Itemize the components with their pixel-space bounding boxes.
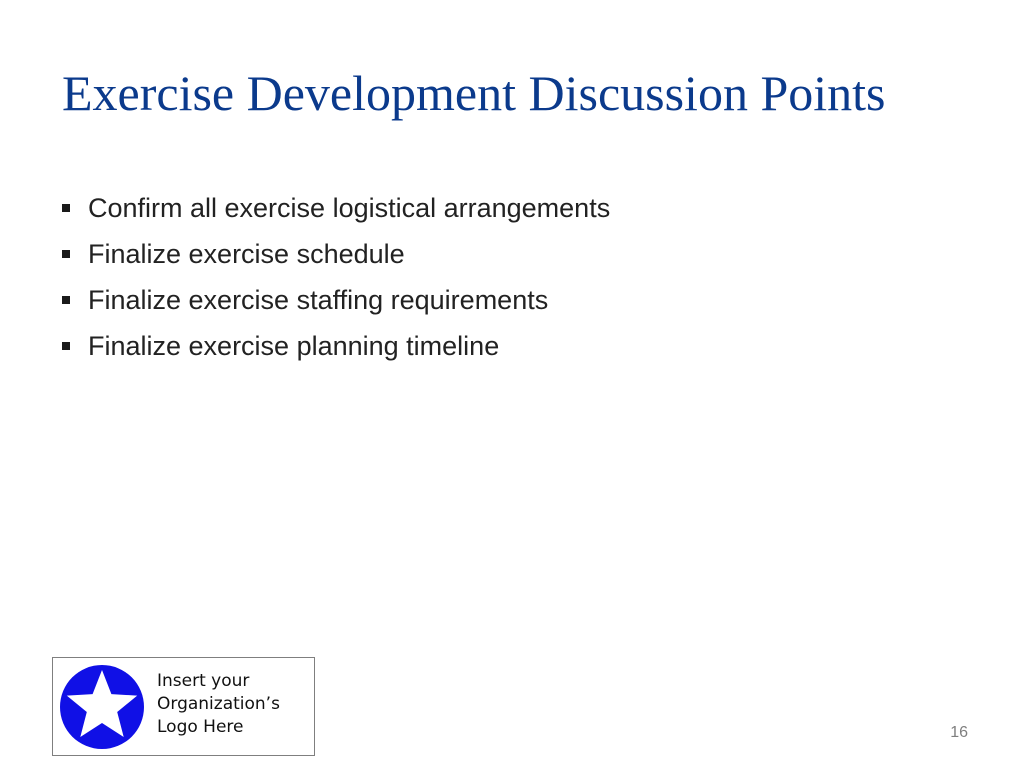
logo-placeholder-text bbox=[157, 670, 307, 739]
bullet-text: Finalize exercise planning timeline bbox=[88, 330, 500, 361]
square-bullet-icon bbox=[62, 250, 70, 258]
bullet-text: Finalize exercise schedule bbox=[88, 238, 405, 269]
slide-title: Exercise Development Discussion Points bbox=[62, 65, 886, 121]
page-number: 16 bbox=[950, 724, 968, 741]
bullet-item bbox=[62, 231, 610, 277]
bullet-item bbox=[62, 323, 610, 369]
bullet-text: Finalize exercise staffing requirements bbox=[88, 284, 549, 315]
logo-text-line: Insert your bbox=[157, 671, 250, 691]
bullet-item bbox=[62, 185, 610, 231]
star-icon bbox=[59, 664, 145, 750]
square-bullet-icon bbox=[62, 204, 70, 212]
square-bullet-icon bbox=[62, 342, 70, 350]
logo-placeholder bbox=[52, 657, 315, 756]
bullet-text: Confirm all exercise logistical arrangements bbox=[88, 192, 611, 223]
square-bullet-icon bbox=[62, 296, 70, 304]
bullet-item bbox=[62, 277, 610, 323]
logo-text-line: Organization’s bbox=[157, 694, 280, 714]
logo-text-line: Logo Here bbox=[157, 717, 244, 737]
bullet-list bbox=[62, 185, 610, 369]
